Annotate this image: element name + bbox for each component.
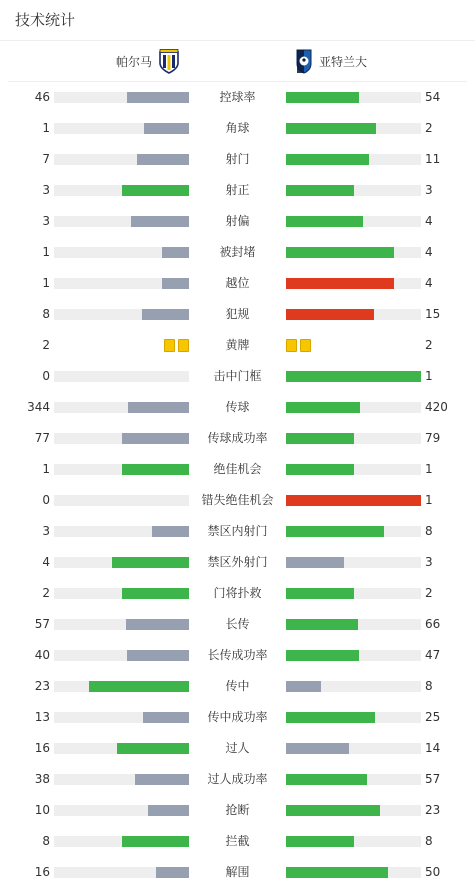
away-stat-bar — [286, 92, 359, 103]
stat-label: 角球 — [225, 121, 250, 135]
stat-row[interactable] — [0, 392, 475, 423]
home-stat-bar-track — [54, 433, 189, 444]
away-stat-bar — [286, 278, 394, 289]
away-stat-bar — [286, 123, 376, 134]
away-stat-bar-track — [286, 433, 421, 444]
home-stat-bar — [127, 650, 189, 661]
away-stat-bar-track — [286, 402, 421, 413]
stat-row[interactable] — [0, 702, 475, 733]
stat-label: 击中门框 — [213, 369, 262, 383]
away-stat-bar — [286, 743, 349, 754]
away-stat-value: 11 — [425, 152, 441, 166]
home-stat-value: 46 — [34, 90, 50, 104]
home-stat-bar-track — [54, 867, 189, 878]
stat-row[interactable] — [0, 578, 475, 609]
away-stat-value: 2 — [425, 121, 433, 135]
teams-header — [8, 41, 467, 82]
away-stat-bar — [286, 650, 359, 661]
home-stat-bar — [122, 185, 190, 196]
away-stat-value: 47 — [425, 648, 441, 662]
home-stat-value: 2 — [42, 586, 50, 600]
home-stat-value: 40 — [34, 648, 50, 662]
away-stat-bar-track — [286, 216, 421, 227]
stat-row[interactable] — [0, 516, 475, 547]
stat-row[interactable] — [0, 795, 475, 826]
away-stat-value: 2 — [425, 338, 433, 352]
home-stat-bar — [137, 154, 190, 165]
away-team[interactable] — [295, 41, 367, 81]
page-title: 技术统计 — [0, 0, 475, 41]
stat-label: 长传 — [225, 617, 250, 631]
away-stat-bar-track — [286, 774, 421, 785]
home-stat-bar-track — [54, 247, 189, 258]
stat-label: 绝佳机会 — [213, 462, 262, 476]
home-stat-bar-track — [54, 774, 189, 785]
away-stat-bar-track — [286, 185, 421, 196]
home-stat-value: 4 — [42, 555, 50, 569]
home-stat-bar-track — [54, 402, 189, 413]
home-stat-bar — [142, 309, 189, 320]
home-stat-bar-track — [54, 588, 189, 599]
home-stat-value: 344 — [27, 400, 50, 414]
away-stat-value: 23 — [425, 803, 441, 817]
stat-row[interactable] — [0, 299, 475, 330]
stat-row[interactable] — [0, 268, 475, 299]
stat-label: 抢断 — [225, 803, 250, 817]
away-stat-bar-track — [286, 557, 421, 568]
away-stat-bar — [286, 805, 380, 816]
home-stat-bar — [127, 92, 189, 103]
away-stat-bar — [286, 681, 321, 692]
away-stat-value: 4 — [425, 245, 433, 259]
home-stat-bar — [128, 402, 189, 413]
yellow-card-icon — [164, 339, 175, 352]
stat-label: 拦截 — [225, 834, 250, 848]
home-stat-bar-track — [54, 712, 189, 723]
home-stat-bar — [122, 433, 189, 444]
home-stat-bar — [126, 619, 189, 630]
home-stat-value: 13 — [34, 710, 50, 724]
stat-label: 黄牌 — [225, 338, 250, 352]
away-stat-value: 420 — [425, 400, 448, 414]
home-stat-bar — [117, 743, 189, 754]
away-stat-value: 25 — [425, 710, 441, 724]
away-stat-bar-track — [286, 650, 421, 661]
yellow-card-icon — [300, 339, 311, 352]
stat-row[interactable] — [0, 485, 475, 516]
home-stat-value: 16 — [34, 865, 50, 879]
stat-row[interactable] — [0, 144, 475, 175]
home-stat-bar — [144, 123, 189, 134]
away-stat-value: 8 — [425, 834, 433, 848]
home-stat-bar — [122, 588, 190, 599]
home-stat-bar-track — [54, 371, 189, 382]
home-stat-bar — [156, 867, 189, 878]
stat-row[interactable] — [0, 454, 475, 485]
away-stat-bar-track — [286, 123, 421, 134]
home-stat-bar — [162, 278, 189, 289]
away-stat-bar — [286, 464, 354, 475]
home-stat-bar-track — [54, 185, 189, 196]
home-stat-bar-track — [54, 526, 189, 537]
home-stat-bar — [131, 216, 189, 227]
home-team-name: 帕尔马 — [115, 54, 152, 69]
away-stat-bar — [286, 309, 374, 320]
home-stat-bar-track — [54, 557, 189, 568]
away-stat-value: 79 — [425, 431, 441, 445]
home-stat-value: 3 — [42, 524, 50, 538]
away-stat-bar-track — [286, 619, 421, 630]
away-stat-bar-track — [286, 588, 421, 599]
away-stat-bar-track — [286, 712, 421, 723]
home-stat-bar — [148, 805, 189, 816]
stat-row[interactable] — [0, 423, 475, 454]
stat-label: 传中 — [225, 679, 250, 693]
away-stat-bar — [286, 774, 367, 785]
home-stat-bar-track — [54, 743, 189, 754]
home-stat-value: 0 — [42, 369, 50, 383]
home-stat-value: 7 — [42, 152, 50, 166]
away-stat-value: 3 — [425, 555, 433, 569]
stat-label: 射正 — [225, 183, 250, 197]
away-stat-value: 8 — [425, 679, 433, 693]
stat-label: 传球 — [225, 400, 250, 414]
stat-row[interactable] — [0, 237, 475, 268]
away-stat-bar-track — [286, 836, 421, 847]
home-stat-bar-track — [54, 309, 189, 320]
home-stat-bar-track — [54, 216, 189, 227]
stat-label: 过人成功率 — [207, 772, 268, 786]
away-stat-bar — [286, 526, 384, 537]
home-stat-value: 3 — [42, 183, 50, 197]
away-stat-value: 1 — [425, 462, 433, 476]
away-stat-bar — [286, 557, 344, 568]
home-stat-value: 57 — [34, 617, 50, 631]
away-stat-bar-track — [286, 526, 421, 537]
stat-label: 禁区外射门 — [207, 555, 268, 569]
stat-row[interactable] — [0, 671, 475, 702]
stat-label: 射偏 — [225, 214, 250, 228]
home-stat-value: 1 — [42, 245, 50, 259]
home-stat-bar-track — [54, 650, 189, 661]
away-stat-value: 15 — [425, 307, 441, 321]
away-stat-bar-track — [286, 743, 421, 754]
home-stat-value: 8 — [42, 307, 50, 321]
home-stat-value: 1 — [42, 462, 50, 476]
home-stat-bar — [122, 464, 190, 475]
stat-label: 错失绝佳机会 — [201, 493, 274, 507]
home-stat-value: 1 — [42, 121, 50, 135]
away-stat-value: 50 — [425, 865, 441, 879]
home-stat-bar — [152, 526, 189, 537]
home-stat-bar — [135, 774, 189, 785]
stat-label: 传中成功率 — [207, 710, 268, 724]
home-stat-value: 3 — [42, 214, 50, 228]
away-stat-bar — [286, 495, 421, 506]
stat-label: 越位 — [225, 276, 250, 290]
stat-row[interactable] — [0, 206, 475, 237]
away-stat-bar — [286, 371, 421, 382]
stat-row[interactable] — [0, 733, 475, 764]
away-stat-value: 8 — [425, 524, 433, 538]
away-stat-bar-track — [286, 154, 421, 165]
stat-label: 长传成功率 — [207, 648, 268, 662]
home-stat-bar-track — [54, 495, 189, 506]
away-stat-bar — [286, 619, 358, 630]
home-stat-value: 2 — [42, 338, 50, 352]
home-team[interactable] — [116, 41, 180, 81]
stat-row[interactable] — [0, 361, 475, 392]
stat-row[interactable] — [0, 175, 475, 206]
home-stat-value: 10 — [34, 803, 50, 817]
home-stat-bar — [122, 836, 190, 847]
home-stat-bar — [112, 557, 189, 568]
away-stat-bar — [286, 712, 375, 723]
away-stat-bar-track — [286, 247, 421, 258]
away-stat-bar-track — [286, 278, 421, 289]
stat-row[interactable] — [0, 857, 475, 888]
stat-row[interactable] — [0, 82, 475, 113]
home-stat-bar-track — [54, 154, 189, 165]
stat-label: 解围 — [225, 865, 250, 879]
stat-label: 犯规 — [225, 307, 250, 321]
home-stat-bar-track — [54, 464, 189, 475]
home-yellow-cards — [164, 339, 189, 352]
home-stat-value: 1 — [42, 276, 50, 290]
yellow-card-icon — [178, 339, 189, 352]
away-stat-bar — [286, 433, 354, 444]
stat-label: 禁区内射门 — [207, 524, 268, 538]
home-stat-value: 0 — [42, 493, 50, 507]
home-stat-bar-track — [54, 123, 189, 134]
home-stat-bar — [89, 681, 189, 692]
away-stat-bar-track — [286, 309, 421, 320]
home-stat-value: 23 — [34, 679, 50, 693]
away-stat-value: 1 — [425, 493, 433, 507]
away-stat-bar — [286, 185, 354, 196]
home-stat-value: 77 — [34, 431, 50, 445]
atalanta-crest-icon — [295, 48, 313, 74]
away-stat-bar-track — [286, 805, 421, 816]
away-stat-value: 1 — [425, 369, 433, 383]
away-stat-bar-track — [286, 495, 421, 506]
home-stat-bar-track — [54, 278, 189, 289]
away-stat-bar-track — [286, 464, 421, 475]
home-stat-value: 38 — [34, 772, 50, 786]
away-stat-bar-track — [286, 867, 421, 878]
stat-label: 控球率 — [219, 90, 256, 104]
away-stat-value: 66 — [425, 617, 441, 631]
away-stat-value: 14 — [425, 741, 441, 755]
away-stat-value: 4 — [425, 276, 433, 290]
home-stat-value: 8 — [42, 834, 50, 848]
away-stat-bar — [286, 216, 363, 227]
stat-row[interactable] — [0, 330, 475, 361]
stat-label: 门将扑救 — [213, 586, 262, 600]
home-stat-bar-track — [54, 681, 189, 692]
home-stat-bar-track — [54, 836, 189, 847]
home-stat-bar-track — [54, 805, 189, 816]
home-stat-value: 16 — [34, 741, 50, 755]
stat-row[interactable] — [0, 764, 475, 795]
home-stat-bar — [162, 247, 189, 258]
away-stat-value: 3 — [425, 183, 433, 197]
stat-label: 被封堵 — [219, 245, 256, 259]
parma-crest-icon — [158, 49, 180, 74]
home-stat-bar-track — [54, 619, 189, 630]
stat-row[interactable] — [0, 640, 475, 671]
away-stat-bar — [286, 588, 354, 599]
home-stat-bar-track — [54, 92, 189, 103]
stat-row[interactable] — [0, 113, 475, 144]
yellow-card-icon — [286, 339, 297, 352]
away-stat-value: 57 — [425, 772, 441, 786]
away-stat-bar-track — [286, 371, 421, 382]
away-stat-value: 2 — [425, 586, 433, 600]
away-team-name: 亚特兰大 — [319, 54, 368, 69]
away-stat-bar-track — [286, 681, 421, 692]
away-stat-value: 54 — [425, 90, 441, 104]
away-stat-bar — [286, 836, 354, 847]
away-stat-bar — [286, 402, 360, 413]
away-stat-bar — [286, 867, 388, 878]
stat-row[interactable] — [0, 547, 475, 578]
away-stat-value: 4 — [425, 214, 433, 228]
stat-label: 传球成功率 — [207, 431, 268, 445]
stat-label: 射门 — [225, 152, 250, 166]
stat-row[interactable] — [0, 609, 475, 640]
stat-label: 过人 — [225, 741, 250, 755]
away-stat-bar — [286, 154, 369, 165]
home-stat-bar — [143, 712, 189, 723]
away-stat-bar — [286, 247, 394, 258]
stat-row[interactable] — [0, 826, 475, 857]
away-yellow-cards — [286, 339, 311, 352]
away-stat-bar-track — [286, 92, 421, 103]
